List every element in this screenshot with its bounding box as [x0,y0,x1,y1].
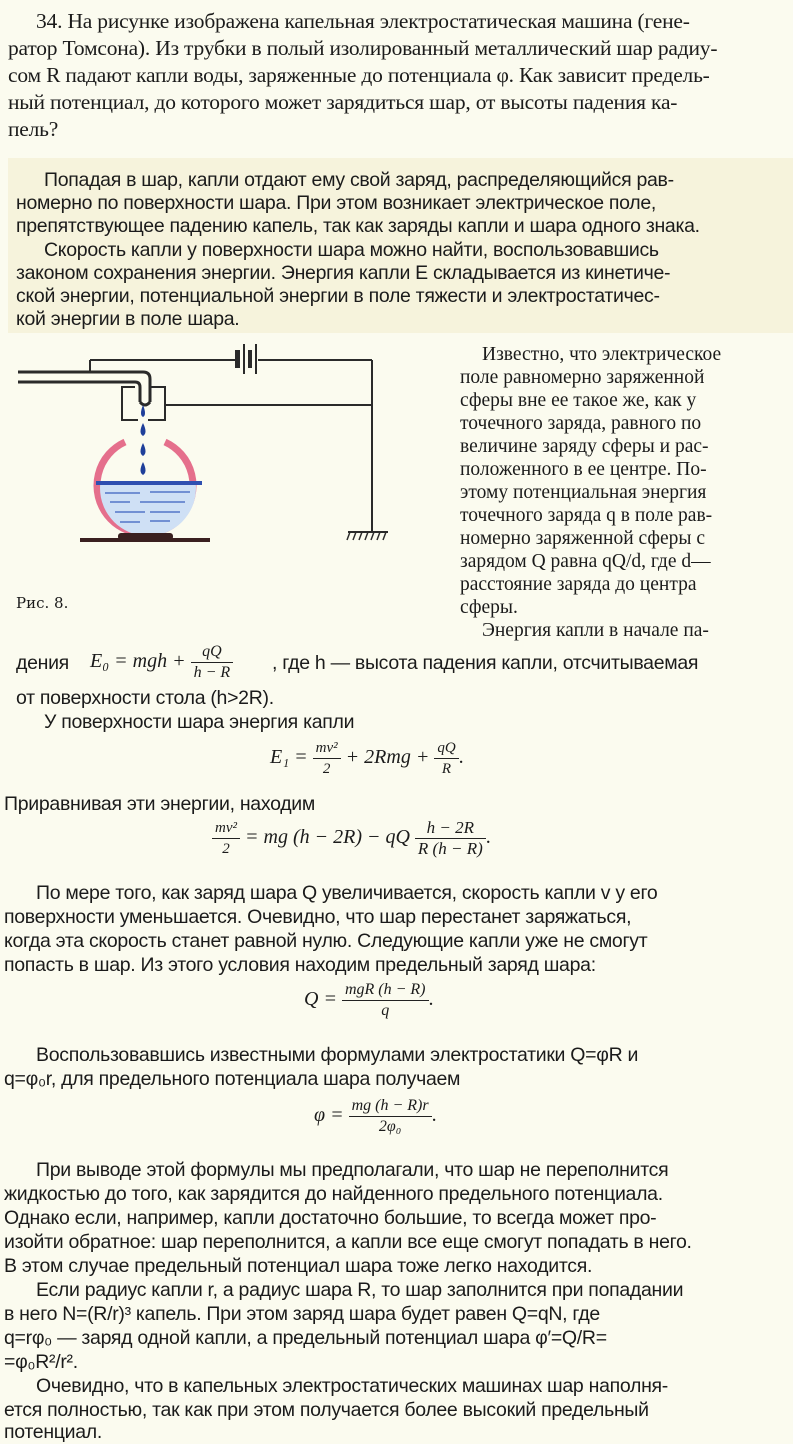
para-line: Если радиус капли r, а радиус шара R, то шар заполнится при попадании [36,1279,684,1301]
para-line: q=rφ₀ — заряд одной капли, а предельный потенциал шара φ′=Q/R= [4,1327,607,1349]
phi-formula: φ = $\frac{mg (h - R)r}{\text{2φ₀}}$ . [314,1097,437,1135]
eq2-mid: = mg (h − 2R) − qQ [245,826,410,849]
para-line: По мере того, как заряд шара Q увеличивается, скорость капли v у его [36,882,658,904]
sphere-stand [118,533,173,540]
para-line: В этом случае предельный потенциал шара тоже легко находится. [4,1255,593,1277]
e0-formula [90,642,233,683]
equate-intro: Приравнивая эти энергии, находим [4,793,315,815]
q-formula: Q = $\frac{\text{mgR (h − R)}}{q}$ . [304,981,434,1019]
solution-line: препятствующее падению капель, так как заряды капли и шара одного знака. [16,215,700,237]
para-line: =φ₀R²/r². [4,1351,78,1373]
para-line: изойти обратное: шар переполнится, а капли все еще смогут попадать в него. [4,1231,692,1253]
solution-line: ской энергии, потенциальной энергии в поле тяжести и электростатичес- [16,285,660,307]
e0-lhs: E₀ = mgh + [90,650,186,673]
para-line: Однако если, например, капли достаточно большие, то всегда может про- [4,1207,657,1229]
side-line: точечного заряда, равного по [460,413,702,434]
phi-lhs: φ = [314,1104,344,1127]
side-line: расстояние заряда до центра [460,574,697,595]
e1-lhs: E₁ = [270,746,308,769]
side-line: положенного в ее центре. По- [460,459,707,480]
eq2-formula: $\frac{\text{mv²}}{2}$ = mg (h − 2R) − qQ $\frac{h - 2R}{R (h - R)}$ . [212,818,491,859]
e0-suffix: , где h — высота падения капли, отсчитываемая [272,652,699,674]
para-line: жидкостью до того, как зарядится до найденного предельного потенциала. [4,1183,663,1205]
q-num: mgR (h − R) [342,980,429,1001]
para-line: Очевидно, что в капельных электростатических машинах шар наполня- [36,1375,668,1397]
eq2-num2: h − 2R [415,818,486,839]
e1-num1: mv² [313,738,341,759]
e0-num: qQ [191,642,234,663]
solution-line: Попадая в шар, капли отдают ему свой заряд, распределяющийся рав- [44,169,674,191]
q-lhs: Q = [304,988,337,1011]
e0-line2: от поверхности стола (h>2R). [16,687,274,709]
e0-den: h − R [193,664,231,681]
solution-line: кой энергии в поле шара. [16,308,240,330]
problem-line: ный потенциал, до которого может зарядиться шар, от высоты падения ка- [8,90,678,114]
e1-mid: + 2Rmg + [345,746,430,769]
ground-icon [347,532,386,540]
side-line: этому потенциальная энергия [460,482,707,503]
phi-num: mg (h − R)r [349,1096,432,1117]
para-line: в него N=(R/r)³ капель. При этом заряд шара будет равен Q=qN, где [4,1303,600,1325]
phi-den: 2φ₀ [378,1118,402,1135]
side-line: Известно, что электрическое [482,344,722,365]
e1-den2: R [441,761,452,777]
para-line: поверхности уменьшается. Очевидно, что шар перестанет заряжаться, [4,906,632,928]
side-line: точечного заряда q в поле рав- [460,505,713,526]
solution-line: Скорость капли у поверхности шара можно найти, воспользовавшись [44,239,659,261]
para-line: ется полностью, так как при этом получается более высокий предельный [4,1399,649,1421]
eq2-den1: 2 [222,841,230,857]
eq2-den2: R (h − R) [417,839,483,858]
e1-num2: qQ [434,738,458,759]
para-line: При выводе этой формулы мы предполагали, что шар не переполнится [36,1159,669,1181]
para-line: Воспользовавшись известными формулами электростатики Q=φR и [36,1044,639,1066]
side-line: зарядом Q равна qQ/d, где d— [460,551,711,572]
para-line: потенциал. [4,1421,103,1443]
e1-intro: У поверхности шара энергия капли [44,711,355,733]
thomson-generator-figure [0,330,460,620]
side-line: сферы вне ее такое же, как у [460,390,697,411]
para-line: q=φ₀r, для предельного потенциала шара получаем [4,1068,461,1090]
problem-line: ратор Томсона). Из трубки в полый изолированный металлический шар радиу- [8,36,718,60]
problem-line: 34. На рисунке изображена капельная электростатическая машина (гене- [36,9,690,33]
problem-line: сом R падают капли воды, заряженные до потенциала φ. Как зависит предель- [8,63,710,87]
e1-formula: E₁ = $\frac{\text{mv²}}{2}$ + 2Rmg + $\frac{qQ}{R}$ . [270,740,464,777]
side-line: Энергия капли в начале па- [482,620,709,641]
figure-caption: Рис. 8. [16,594,69,612]
water-drops [141,405,146,475]
problem-line: пель? [8,117,59,141]
side-line: поле равномерно заряженной [460,367,705,388]
battery-icon [235,344,256,374]
side-line: номерно заряженной сферы с [460,528,706,549]
e0-prefix: дения [16,652,69,674]
para-line: попасть в шар. Из этого условия находим предельный заряд шара: [4,954,596,976]
q-den: q [381,1002,390,1019]
side-line: сферы. [460,597,518,618]
para-line: когда эта скорость станет равной нулю. Следующие капли уже не смогут [4,930,648,952]
side-line: величине заряду сферы и рас- [460,436,709,457]
e1-den1: 2 [322,761,331,777]
solution-line: законом сохранения энергии. Энергия капли E складывается из кинетиче- [16,262,671,284]
solution-line: номерно по поверхности шара. При этом возникает электрическое поле, [16,192,657,214]
eq2-num1: mv² [212,818,240,839]
